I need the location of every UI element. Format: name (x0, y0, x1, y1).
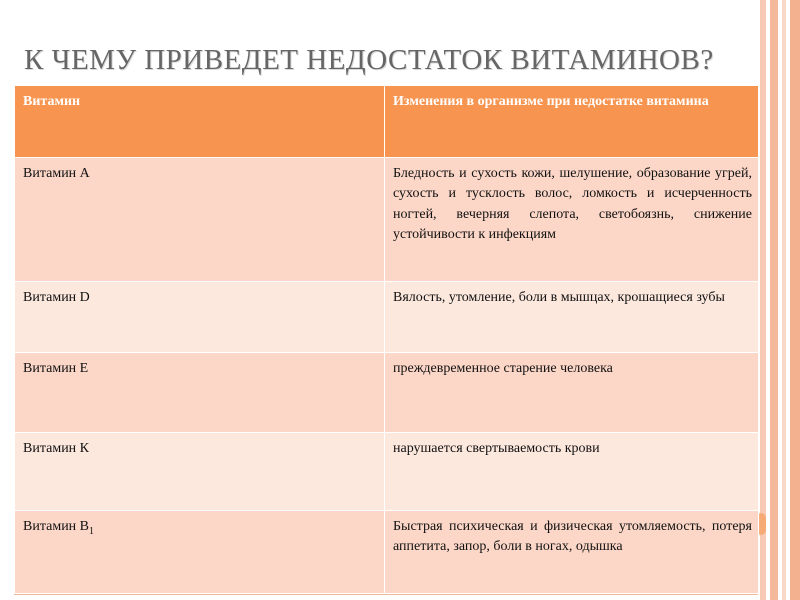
vitamin-cell: Витамин Е (15, 353, 385, 432)
header-changes: Изменения в организме при недостатке витамина (385, 86, 759, 158)
vitamin-cell: Витамин К (15, 432, 385, 510)
table-row (15, 353, 759, 432)
description-cell: преждевременное старение человека (385, 353, 759, 432)
vitamin-table-container (14, 85, 758, 594)
vitamin-cell: Витамин А (15, 158, 385, 282)
table-row (15, 158, 759, 282)
vitamin-subscript: 1 (89, 525, 95, 537)
page-title: К ЧЕМУ ПРИВЕДЕТ НЕДОСТАТОК ВИТАМИНОВ? (24, 44, 714, 76)
vitamin-cell (15, 510, 385, 593)
stripe (782, 0, 786, 600)
bottom-divider (14, 594, 758, 595)
table-header-row (15, 86, 759, 158)
decorative-line (763, 0, 765, 600)
vitamin-cell: Витамин D (15, 282, 385, 353)
stripe (770, 0, 778, 600)
description-cell: Быстрая психическая и физическая утомляемость, потеря аппетита, запор, боли в ногах, одышка (385, 510, 759, 593)
stripe (790, 0, 800, 600)
table-row (15, 510, 759, 593)
description-cell: Бледность и сухость кожи, шелушение, образование угрей, сухость и тусклость волос, ломкость и исчерченность ногтей, вечерняя слепота, светобоязнь, снижение устойчивости к инфекциям (385, 158, 759, 282)
description-cell: нарушается свертываемость крови (385, 432, 759, 510)
header-vitamin: Витамин (15, 86, 385, 158)
table-row (15, 282, 759, 353)
vitamin-table (14, 85, 759, 594)
description-cell: Вялость, утомление, боли в мышцах, крошащиеся зубы (385, 282, 759, 353)
table-row (15, 432, 759, 510)
vitamin-name: Витамин B (23, 518, 90, 534)
